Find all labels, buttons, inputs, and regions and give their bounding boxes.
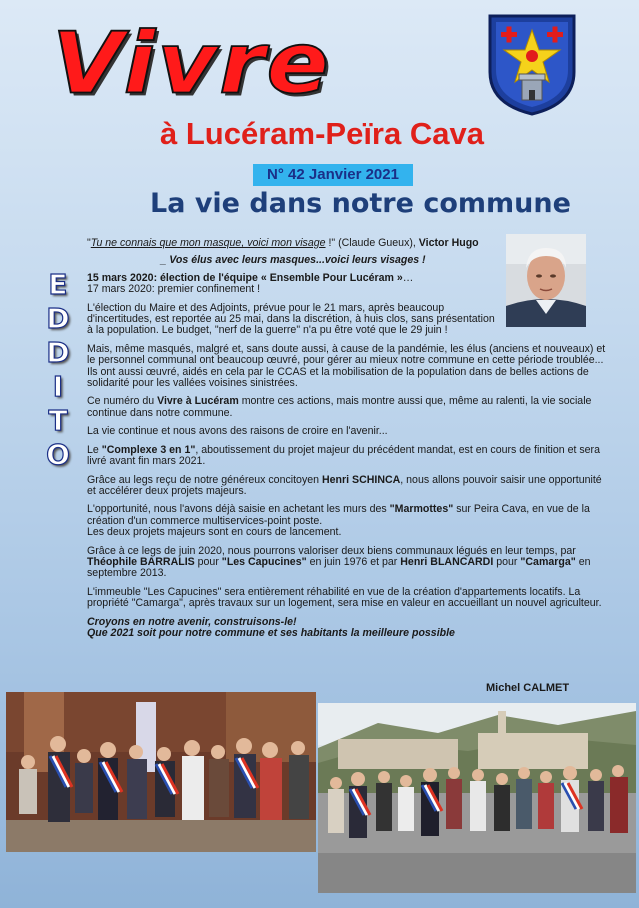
text-span: , aboutissement du projet majeur du précédent mandat, est en cours de finition et sera livré avant fin mars 2021. — [87, 443, 600, 468]
masks-caption: _ Vos élus avec leurs masques...voici leurs visages ! — [160, 254, 426, 267]
property-name: "Camarga" — [520, 555, 576, 568]
property-name: "Les Capucines" — [221, 555, 307, 568]
lockdown-date-line: 17 mars 2020: premier confinement ! — [87, 283, 261, 296]
magazine-name: Vivre à Lucéram — [157, 395, 239, 408]
text-span: , nous allons pouvoir saisir une opportunité et accélérer deux projets majeurs. — [87, 473, 602, 497]
quote-mark: " — [87, 237, 91, 249]
paragraph-future: La vie continue et nous avons des raisons de croire en l'avenir... — [87, 425, 388, 438]
text-span: Grâce au legs reçu de notre généreux concitoyen — [87, 473, 322, 486]
closing-line-1: Croyons en notre avenir, construisons-le! — [87, 615, 297, 628]
paragraph-complexe — [87, 445, 607, 468]
editorial-letter: D — [46, 336, 70, 369]
paragraph-marmottes — [87, 504, 607, 538]
text-span: pour — [493, 555, 521, 568]
author-signature: Michel CALMET — [486, 682, 570, 694]
council-group-photo-indoor — [6, 692, 316, 852]
paragraph-bequests — [87, 546, 607, 580]
hugo-quote — [87, 238, 499, 249]
text-span: Grâce à ce legs de juin 2020, nous pourrons valoriser deux biens communaux légués en leur temps, par — [87, 544, 576, 557]
quote-author: Victor Hugo — [418, 237, 479, 249]
editorial-letter: E — [48, 268, 68, 301]
intro-dates — [87, 273, 499, 296]
masthead-subtitle: à Lucéram-Peïra Cava — [160, 116, 484, 151]
text-span: en juin 1976 et par — [306, 555, 401, 568]
building-name: "Marmottes" — [389, 503, 454, 516]
paragraph-legacy — [87, 475, 607, 498]
text-span: Les deux projets majeurs sont en cours de lancement. — [87, 526, 342, 539]
closing-line-2: Que 2021 soit pour notre commune et ses habitants la meilleure possible — [87, 626, 455, 639]
donor-name: Henri BLANCARDI — [400, 555, 494, 568]
paragraph-election: L'élection du Maire et des Adjoints, prévue pour le 21 mars, après beaucoup d'incertitudes, est reportée au 25 mai, dans la discrétion, à huis clos, sans présentation à la population. Le budget, "nerf de la guerre" n'a pu être voté que le 29 juin ! — [87, 301, 495, 337]
editorial-letter: D — [46, 302, 70, 335]
paragraph-pandemic: Mais, même masqués, malgré et, sans doute aussi, à cause de la pandémie, les élus (anciens et nouveaux) et le personnel communal ont beaucoup œuvré, pour gérer au mieux notre commune en cette période troublée... Ils ont aussi œuvré, aidés en cela par le CCAS et la mobilisation de la population dans de belles actions de solidarité pour les vallées voisines sinistrées. — [87, 342, 606, 390]
text-span: Ce numéro du — [87, 395, 158, 408]
text-span: L'opportunité, nous l'avons déjà saisie en achetant les murs des — [87, 503, 390, 516]
text-span: pour — [194, 555, 222, 568]
text-span: en septembre 2013. — [87, 555, 591, 580]
issue-badge: N° 42 Janvier 2021 — [253, 164, 413, 186]
editorial-letter: T — [48, 404, 68, 437]
coat-of-arms-icon — [484, 10, 580, 116]
editorial-letter: O — [46, 438, 70, 471]
donor-name: Henri SCHINCA — [321, 473, 401, 486]
council-group-photo-outdoor — [318, 703, 636, 893]
page-headline: La vie dans notre commune — [150, 188, 571, 219]
donor-name: Théophile BARRALIS — [87, 555, 195, 568]
election-date-line: 15 mars 2020: élection de l'équipe « Ensemble Pour Lucéram » — [87, 271, 403, 284]
quote-source: !" (Claude Gueux), — [325, 237, 419, 249]
text-span: Le — [87, 443, 102, 456]
editorial-body — [87, 238, 607, 639]
project-name: "Complexe 3 en 1" — [101, 443, 196, 456]
text-span: sur Peira Cava, en vue de la création d'un commerce multiservices-point poste. — [87, 503, 590, 527]
masthead-title: Vivre — [52, 14, 331, 113]
paragraph-issue — [87, 396, 607, 419]
paragraph-properties: L'immeuble "Les Capucines" sera entièrement réhabilité en vue de la création d'appartements locatifs. La propriété "Camarga", après travaux sur un logement, sera mise en valeur en accueillant un nouvel agriculteur. — [87, 585, 602, 610]
text-span: montre ces actions, mais montre aussi que, même au ralenti, la vie sociale continue dans notre commune. — [87, 395, 592, 419]
editorial-letter: I — [52, 370, 64, 403]
editorial-vertical-title — [44, 268, 72, 472]
quote-text: Tu ne connais que mon masque, voici mon visage — [90, 237, 326, 249]
ellipsis: … — [402, 271, 414, 284]
